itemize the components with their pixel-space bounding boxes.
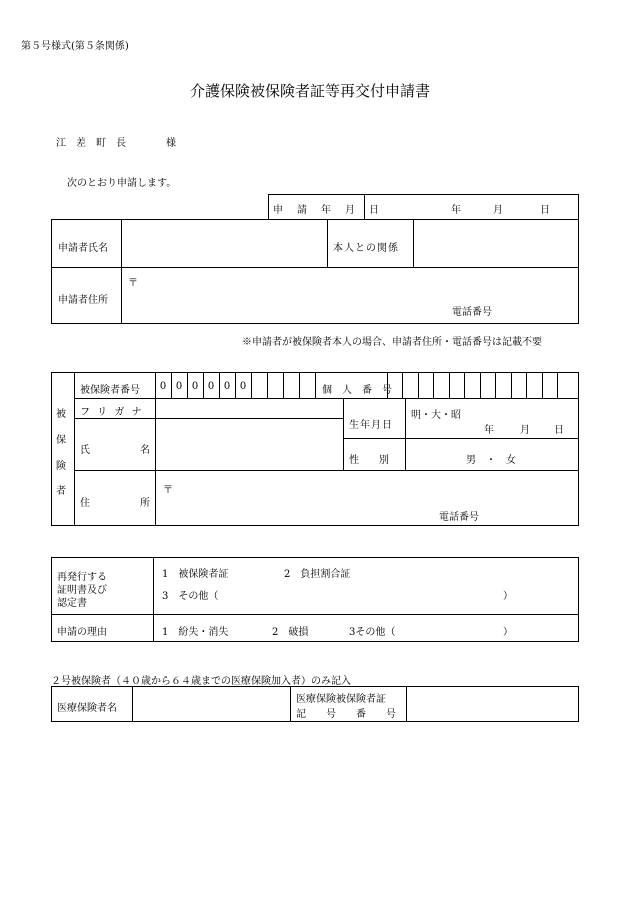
reason-option-3[interactable]: 3その他（ bbox=[349, 627, 396, 638]
insured-phone-label: 電話番号 bbox=[439, 512, 479, 523]
insured-postal-mark: 〒 bbox=[163, 485, 173, 496]
furigana-label: フ リ ガ ナ bbox=[80, 407, 144, 418]
insured-number-digit[interactable]: 0 bbox=[223, 381, 231, 392]
insured-side-label-3: 険 bbox=[56, 461, 66, 472]
applicant-phone-label: 電話番号 bbox=[452, 307, 492, 318]
insured-number-digit[interactable]: 0 bbox=[239, 381, 247, 392]
category2-note: ２号被保険者（４０歳から６４歳までの医療保険加入者）のみ記入 bbox=[51, 676, 351, 687]
birth-month[interactable]: 月 bbox=[520, 425, 530, 436]
birth-year[interactable]: 年 bbox=[484, 425, 494, 436]
insured-side-label-1: 被 bbox=[56, 409, 66, 420]
insured-side-label-4: 者 bbox=[56, 486, 66, 497]
insured-name-input[interactable] bbox=[157, 420, 341, 468]
application-date-year[interactable]: 年 bbox=[451, 205, 461, 216]
addressee-honorific: 様 bbox=[166, 138, 176, 149]
insured-address-input[interactable] bbox=[175, 474, 435, 504]
insurer-name-label: 医療保険者名 bbox=[57, 703, 117, 714]
insured-number-digit[interactable]: 0 bbox=[207, 381, 215, 392]
personal-number-label: 個 人 番 号 bbox=[322, 385, 392, 396]
page-title: 介護保険被保険者証等再交付申請書 bbox=[190, 82, 431, 100]
gender-options[interactable]: 男 ・ 女 bbox=[466, 455, 516, 466]
name-label-1: 氏 bbox=[80, 445, 90, 456]
birth-day[interactable]: 日 bbox=[554, 425, 564, 436]
applicant-address-input[interactable] bbox=[140, 270, 440, 300]
form-number: 第５号様式(第５条関係) bbox=[21, 41, 129, 52]
application-date-label: 申 請 年 月 日 bbox=[273, 205, 381, 216]
application-date-day[interactable]: 日 bbox=[540, 205, 550, 216]
intro-text: 次のとおり申請します。 bbox=[67, 178, 177, 189]
reissue-option-3-close: ） bbox=[503, 591, 513, 602]
reissue-docs-label-1: 再発行する bbox=[57, 572, 107, 583]
applicant-note: ※申請者が被保険者本人の場合、申請者住所・電話番号は記載不要 bbox=[242, 337, 542, 348]
insured-number-label: 被保険者番号 bbox=[80, 385, 140, 396]
birthdate-label: 生年月日 bbox=[349, 420, 393, 431]
insured-number-digit[interactable]: 0 bbox=[159, 381, 167, 392]
reason-option-3-close: ） bbox=[503, 627, 513, 638]
applicant-name-label: 申請者氏名 bbox=[58, 243, 108, 254]
insured-number-digit[interactable]: 0 bbox=[191, 381, 199, 392]
relation-input[interactable] bbox=[415, 221, 577, 265]
reissue-docs-label-3: 認定書 bbox=[57, 598, 87, 609]
reason-option-2[interactable]: 2 破損 bbox=[272, 627, 309, 638]
reason-option-1[interactable]: 1 紛失・消失 bbox=[162, 627, 229, 638]
addressee-office: 江 差 町 長 bbox=[56, 138, 126, 149]
reason-label: 申請の理由 bbox=[57, 627, 107, 638]
furigana-input[interactable] bbox=[157, 400, 341, 417]
insurance-number-label-1: 医療保険被保険者証 bbox=[296, 694, 386, 705]
reissue-docs-label-2: 証明書及び bbox=[57, 585, 107, 596]
insurer-name-input[interactable] bbox=[134, 688, 288, 720]
applicant-address-label: 申請者住所 bbox=[58, 295, 108, 306]
reissue-option-1[interactable]: 1 被保険者証 bbox=[162, 569, 229, 580]
name-label-2: 名 bbox=[140, 445, 150, 456]
reissue-option-2[interactable]: 2 負担割合証 bbox=[284, 569, 351, 580]
relation-label: 本人との関係 bbox=[333, 243, 399, 254]
insured-number-digit[interactable]: 0 bbox=[175, 381, 183, 392]
gender-label: 性 別 bbox=[349, 455, 389, 466]
address-label-1: 住 bbox=[80, 498, 90, 509]
insurance-number-input[interactable] bbox=[408, 688, 577, 720]
application-date-month[interactable]: 月 bbox=[493, 205, 503, 216]
insurance-number-label-2: 記 号 番 号 bbox=[296, 709, 396, 720]
era-options[interactable]: 明・大・昭 bbox=[411, 410, 461, 421]
applicant-postal-mark: 〒 bbox=[128, 278, 138, 289]
address-label-2: 所 bbox=[140, 498, 150, 509]
reissue-option-3[interactable]: 3 その他（ bbox=[162, 591, 219, 602]
insured-side-label-2: 保 bbox=[56, 435, 66, 446]
applicant-name-input[interactable] bbox=[123, 221, 325, 265]
